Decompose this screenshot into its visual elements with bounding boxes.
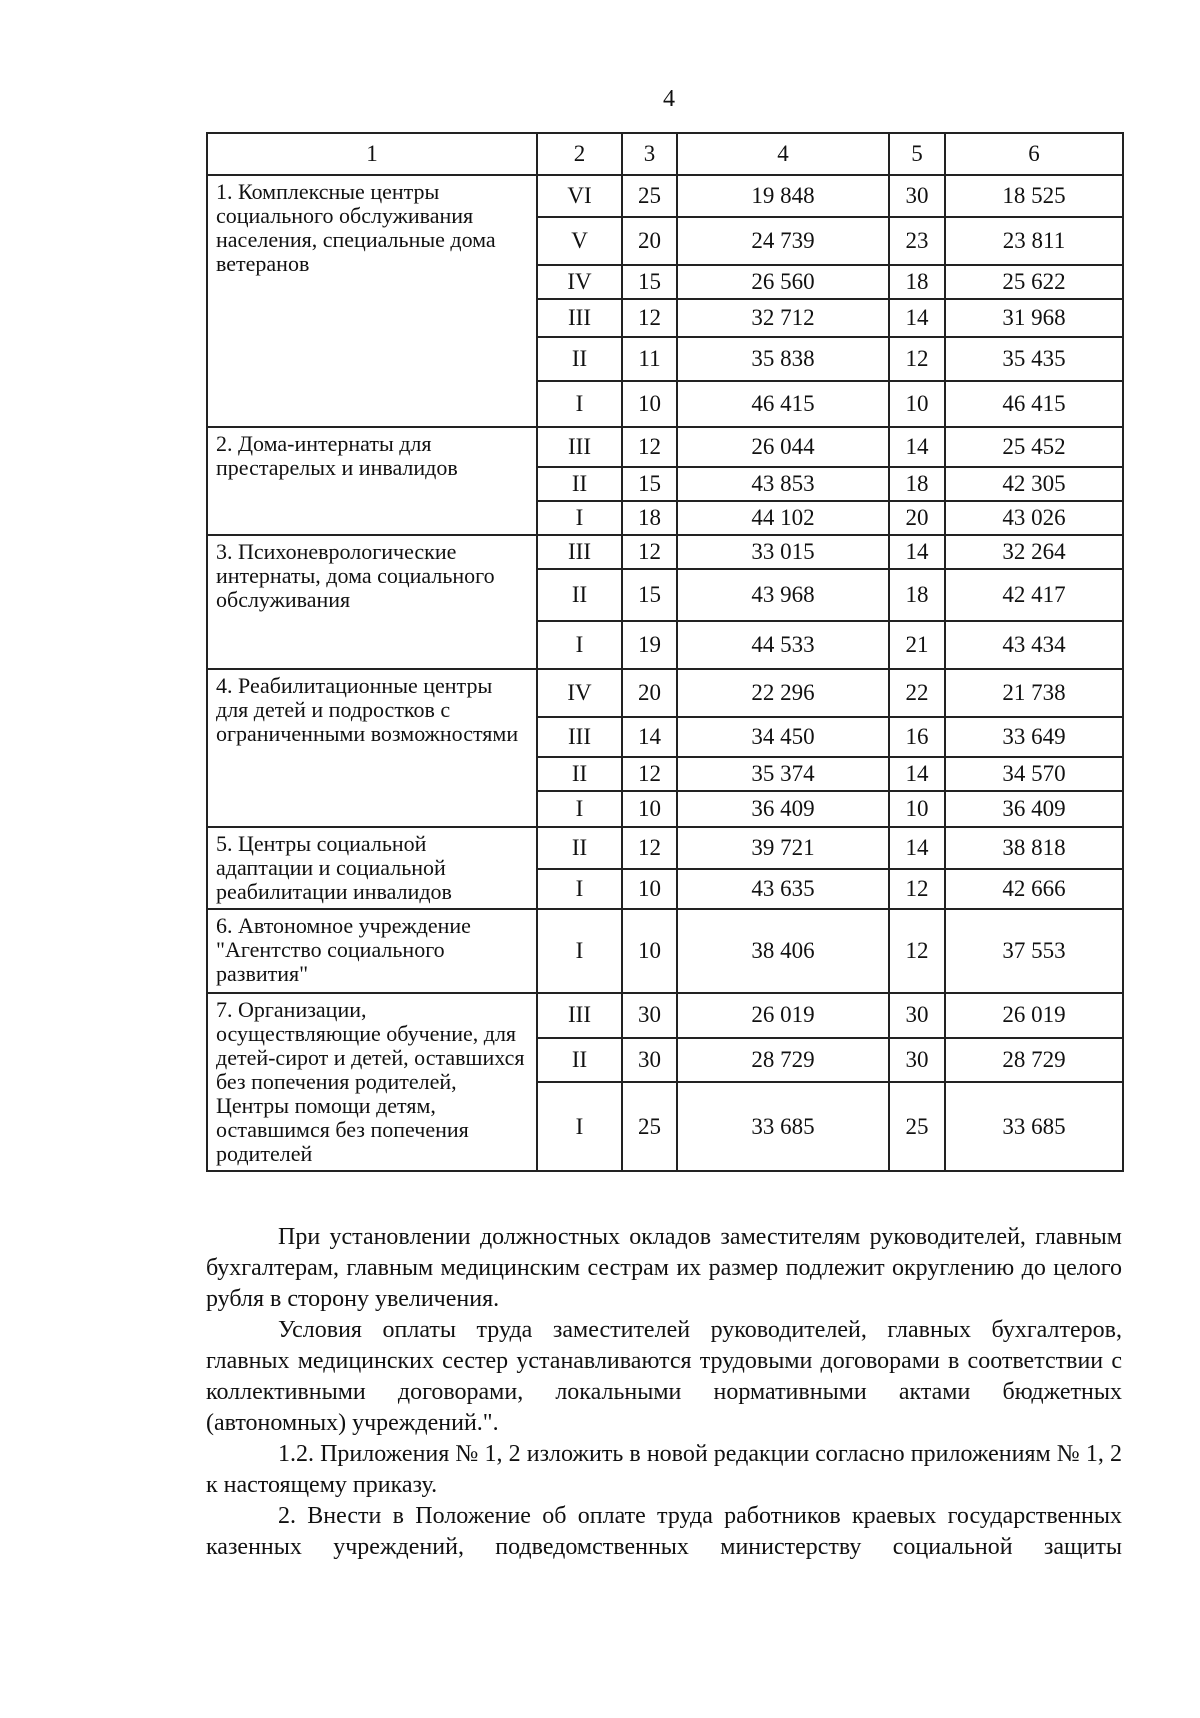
table-cell: I: [537, 909, 622, 993]
table-cell: 43 026: [945, 501, 1123, 535]
paragraph: Условия оплаты труда заместителей руководителей, главных бухгалтеров, главных медицинских сестер устанавливаются трудовыми договорами в соответствии с коллективными договорами, локальными нормативными актами бюджетных (автономных) учреждений.".: [206, 1317, 1122, 1436]
table-cell: 22: [889, 669, 945, 717]
table-row: [207, 827, 1123, 869]
table-cell: III: [537, 993, 622, 1038]
table-cell: 26 019: [945, 993, 1123, 1038]
table-cell: 43 853: [677, 467, 889, 501]
table-cell: 34 570: [945, 757, 1123, 791]
table-cell: 43 635: [677, 869, 889, 909]
table-cell: 33 015: [677, 535, 889, 569]
table-cell: 34 450: [677, 717, 889, 757]
institution-type-cell: 2. Дома-интернаты для престарелых и инвалидов: [207, 427, 537, 535]
table-cell: 14: [889, 427, 945, 467]
paragraph: 1.2. Приложения № 1, 2 изложить в новой редакции согласно приложениям № 1, 2 к настоящему приказу.: [206, 1441, 1122, 1498]
paragraph: При установлении должностных окладов заместителям руководителей, главным бухгалтерам, главным медицинским сестрам их размер подлежит округлению до целого рубля в сторону увеличения.: [206, 1224, 1122, 1312]
table-row: [207, 427, 1123, 467]
table-cell: 22 296: [677, 669, 889, 717]
table-cell: 25 452: [945, 427, 1123, 467]
table-cell: 14: [889, 299, 945, 337]
table-cell: 12: [622, 535, 677, 569]
table-cell: 43 434: [945, 621, 1123, 669]
table-cell: II: [537, 757, 622, 791]
table-cell: 26 044: [677, 427, 889, 467]
table-cell: 30: [889, 993, 945, 1038]
table-cell: 25: [622, 175, 677, 217]
table-cell: II: [537, 1038, 622, 1083]
table-cell: 14: [889, 827, 945, 869]
table-cell: 37 553: [945, 909, 1123, 993]
table-row: [207, 669, 1123, 717]
table-cell: II: [537, 569, 622, 621]
table-cell: 12: [889, 869, 945, 909]
table-header-row: [207, 133, 1123, 175]
table-cell: 39 721: [677, 827, 889, 869]
table-cell: 42 305: [945, 467, 1123, 501]
table-cell: III: [537, 427, 622, 467]
body-text: [206, 1222, 1122, 1563]
institution-type-cell: 5. Центры социальной адаптации и социальной реабилитации инвалидов: [207, 827, 537, 909]
institution-type-cell: 1. Комплексные центры социального обслуживания населения, специальные дома ветеранов: [207, 175, 537, 427]
table-cell: 12: [622, 299, 677, 337]
table-cell: I: [537, 501, 622, 535]
paragraph: 2. Внести в Положение об оплате труда работников краевых государственных казенных учреждений, подведомственных министерству социальной защиты: [206, 1503, 1122, 1560]
table-cell: 23 811: [945, 217, 1123, 265]
table-cell: 20: [622, 669, 677, 717]
table-cell: 36 409: [945, 791, 1123, 827]
table-cell: I: [537, 1082, 622, 1171]
table-cell: III: [537, 299, 622, 337]
table-cell: I: [537, 621, 622, 669]
table-cell: 12: [622, 427, 677, 467]
table-cell: 46 415: [677, 381, 889, 427]
table-row: [207, 175, 1123, 217]
table-cell: 24 739: [677, 217, 889, 265]
table-cell: 25 622: [945, 265, 1123, 299]
table-cell: I: [537, 869, 622, 909]
institution-type-cell: 4. Реабилитационные центры для детей и подростков с ограниченными возможностями: [207, 669, 537, 827]
page-number: 4: [663, 86, 675, 112]
table-cell: 30: [889, 175, 945, 217]
table-cell: 18: [889, 569, 945, 621]
table-cell: 19: [622, 621, 677, 669]
table-cell: 11: [622, 337, 677, 381]
table-cell: 42 417: [945, 569, 1123, 621]
table-cell: 20: [622, 217, 677, 265]
table-cell: 10: [889, 381, 945, 427]
table-cell: III: [537, 535, 622, 569]
table-cell: 35 838: [677, 337, 889, 381]
table-cell: III: [537, 717, 622, 757]
table-cell: 15: [622, 265, 677, 299]
table-cell: V: [537, 217, 622, 265]
table-cell: II: [537, 337, 622, 381]
table-cell: 33 649: [945, 717, 1123, 757]
column-header: 1: [207, 133, 537, 175]
table-cell: 26 019: [677, 993, 889, 1038]
table-cell: 15: [622, 467, 677, 501]
table-row: [207, 909, 1123, 993]
table-cell: 32 264: [945, 535, 1123, 569]
table-cell: 12: [622, 757, 677, 791]
column-header: 2: [537, 133, 622, 175]
salary-table: [206, 132, 1124, 1172]
table-cell: II: [537, 827, 622, 869]
table-cell: 10: [889, 791, 945, 827]
table-cell: VI: [537, 175, 622, 217]
table-cell: IV: [537, 669, 622, 717]
table-cell: 10: [622, 909, 677, 993]
table-cell: 18: [622, 501, 677, 535]
table-cell: II: [537, 467, 622, 501]
column-header: 4: [677, 133, 889, 175]
table-cell: 30: [889, 1038, 945, 1083]
table-cell: 36 409: [677, 791, 889, 827]
table-cell: 18 525: [945, 175, 1123, 217]
table-cell: 10: [622, 869, 677, 909]
table-cell: 28 729: [945, 1038, 1123, 1083]
table-cell: 12: [889, 909, 945, 993]
table-cell: 31 968: [945, 299, 1123, 337]
column-header: 5: [889, 133, 945, 175]
table-cell: 10: [622, 381, 677, 427]
table-cell: 46 415: [945, 381, 1123, 427]
table-cell: 30: [622, 993, 677, 1038]
table-cell: 42 666: [945, 869, 1123, 909]
table-cell: 10: [622, 791, 677, 827]
table-cell: 43 968: [677, 569, 889, 621]
table-cell: 23: [889, 217, 945, 265]
table-cell: 18: [889, 467, 945, 501]
table-cell: 33 685: [945, 1082, 1123, 1171]
table-cell: 44 102: [677, 501, 889, 535]
table-cell: 38 406: [677, 909, 889, 993]
table-cell: 14: [622, 717, 677, 757]
table-cell: 28 729: [677, 1038, 889, 1083]
table-cell: IV: [537, 265, 622, 299]
table-cell: 21: [889, 621, 945, 669]
table-cell: 38 818: [945, 827, 1123, 869]
table-cell: 21 738: [945, 669, 1123, 717]
table-row: [207, 993, 1123, 1038]
table-cell: 35 374: [677, 757, 889, 791]
table-cell: I: [537, 791, 622, 827]
table-cell: 15: [622, 569, 677, 621]
table-cell: 19 848: [677, 175, 889, 217]
table-cell: I: [537, 381, 622, 427]
table-cell: 26 560: [677, 265, 889, 299]
table-cell: 35 435: [945, 337, 1123, 381]
table-cell: 20: [889, 501, 945, 535]
table-cell: 25: [889, 1082, 945, 1171]
table-cell: 33 685: [677, 1082, 889, 1171]
table-cell: 25: [622, 1082, 677, 1171]
table-cell: 32 712: [677, 299, 889, 337]
institution-type-cell: 7. Организации, осуществляющие обучение, для детей-сирот и детей, оставшихся без попечения родителей, Центры помощи детям, оставшимся без попечения родителей: [207, 993, 537, 1171]
table-cell: 12: [889, 337, 945, 381]
table-cell: 16: [889, 717, 945, 757]
table-cell: 14: [889, 535, 945, 569]
table-cell: 44 533: [677, 621, 889, 669]
column-header: 6: [945, 133, 1123, 175]
table-cell: 18: [889, 265, 945, 299]
table-cell: 14: [889, 757, 945, 791]
table-row: [207, 535, 1123, 569]
institution-type-cell: 3. Психоневрологические интернаты, дома социального обслуживания: [207, 535, 537, 669]
table-cell: 30: [622, 1038, 677, 1083]
table-cell: 12: [622, 827, 677, 869]
column-header: 3: [622, 133, 677, 175]
institution-type-cell: 6. Автономное учреждение "Агентство социального развития": [207, 909, 537, 993]
